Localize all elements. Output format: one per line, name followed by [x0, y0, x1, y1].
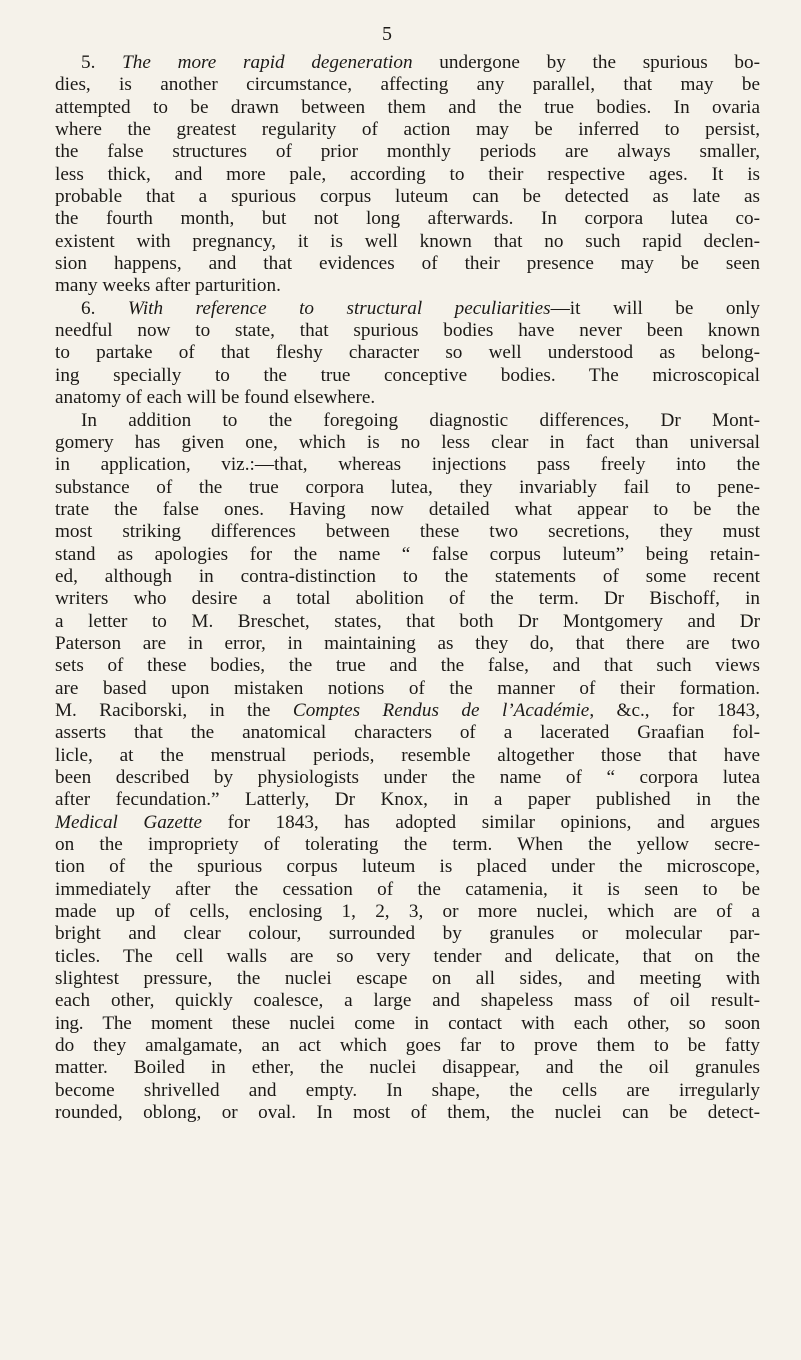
text-line	[55, 789, 760, 811]
text-line	[55, 97, 760, 119]
text-line	[55, 767, 760, 789]
text-line	[55, 923, 760, 945]
text-segment: ing. The moment these nuclei come in contact with each other, so soon	[55, 1012, 760, 1034]
text-segment: needful now to state, that spurious bodies have never been known	[55, 320, 760, 342]
text-line	[55, 544, 760, 566]
text-segment: In addition to the foregoing diagnostic differences, Dr Mont-	[81, 409, 760, 431]
text-line	[55, 1035, 760, 1057]
text-segment: many weeks after parturition.	[55, 275, 281, 297]
text-line	[55, 834, 760, 856]
text-line	[55, 633, 760, 655]
text-segment: ed, although in contra-distinction to the statements of some recent	[55, 565, 760, 587]
text-segment: where the greatest regularity of action may be inferred to persist,	[55, 119, 760, 141]
text-line	[55, 990, 760, 1012]
text-segment: 6.	[81, 297, 128, 319]
text-line	[55, 208, 760, 230]
text-line	[55, 968, 760, 990]
text-line	[55, 410, 760, 432]
text-line	[55, 298, 760, 320]
text-segment: Paterson are in error, in maintaining as they do, that there are two	[55, 632, 760, 654]
text-segment: slightest pressure, the nuclei escape on all sides, and meeting with	[55, 968, 760, 990]
text-line	[55, 141, 760, 163]
text-segment: in application, viz.:—that, whereas injections pass freely into the	[55, 454, 760, 476]
text-line	[55, 52, 760, 74]
text-line	[55, 432, 760, 454]
text-segment: gomery has given one, which is no less clear in fact than universal	[55, 431, 760, 453]
text-line	[55, 74, 760, 96]
text-segment: immediately after the cessation of the catamenia, it is seen to be	[55, 878, 760, 900]
text-segment: for 1843, has adopted similar opinions, and argues	[202, 811, 760, 833]
text-segment: sets of these bodies, the true and the false, and that such views	[55, 655, 760, 677]
text-segment: licle, at the menstrual periods, resemble altogether those that have	[55, 744, 760, 766]
text-line	[55, 342, 760, 364]
text-segment: dies, is another circumstance, affecting any parallel, that may be	[55, 74, 760, 96]
text-segment: each other, quickly coalesce, a large and shapeless mass of oil result-	[55, 990, 760, 1012]
text-segment: a letter to M. Breschet, states, that both Dr Montgomery and Dr	[55, 610, 760, 632]
text-segment: anatomy of each will be found elsewhere.	[55, 387, 376, 409]
text-line	[55, 879, 760, 901]
text-segment: do they amalgamate, an act which goes far to prove them to be fatty	[55, 1035, 760, 1057]
text-line	[55, 700, 760, 722]
text-line	[55, 499, 760, 521]
text-line	[55, 231, 760, 253]
text-segment: existent with pregnancy, it is well known that no such rapid declen-	[55, 230, 760, 252]
text-line	[55, 611, 760, 633]
text-line	[55, 1057, 760, 1079]
text-segment: less thick, and more pale, according to their respective ages. It is	[55, 163, 760, 185]
italic-text: Medical Gazette	[55, 811, 203, 833]
text-segment: rounded, oblong, or oval. In most of them, the nuclei can be detect-	[55, 1102, 760, 1124]
text-segment: probable that a spurious corpus luteum can be detected as late as	[55, 186, 760, 208]
text-segment: been described by physiologists under the name of “ corpora lutea	[55, 767, 760, 788]
text-segment: writers who desire a total abolition of the term. Dr Bischoff, in	[55, 588, 760, 610]
text-line	[55, 454, 760, 476]
text-segment: on the impropriety of tolerating the term. When the yellow secre-	[55, 834, 760, 856]
italic-text: The more rapid degeneration	[122, 52, 413, 73]
text-line	[55, 164, 760, 186]
text-segment: matter. Boiled in ether, the nuclei disappear, and the oil granules	[55, 1057, 760, 1079]
body-text	[55, 52, 760, 1125]
text-line	[55, 119, 760, 141]
text-line	[55, 1102, 760, 1124]
text-line	[55, 588, 760, 610]
text-line	[55, 678, 760, 700]
text-segment: most striking differences between these two secretions, they must	[55, 521, 760, 543]
text-segment: stand as apologies for the name “ false corpus luteum” being retain-	[55, 543, 760, 565]
text-line	[55, 477, 760, 499]
italic-text: With reference to structural peculiarities	[127, 297, 551, 319]
text-segment: to partake of that fleshy character so well understood as belong-	[55, 342, 760, 364]
text-segment: 5.	[81, 52, 123, 73]
text-segment: the false structures of prior monthly periods are always smaller,	[55, 141, 760, 163]
text-segment: , &c., for 1843,	[589, 699, 760, 721]
text-segment: bright and clear colour, surrounded by granules or molecular par-	[55, 923, 760, 945]
text-line	[55, 566, 760, 588]
text-line	[55, 365, 760, 387]
text-segment: M. Raciborski, in the	[55, 699, 293, 721]
text-line	[55, 856, 760, 878]
text-line	[55, 521, 760, 543]
text-segment: attempted to be drawn between them and the true bodies. In ovaria	[55, 96, 760, 118]
text-segment: become shrivelled and empty. In shape, the cells are irregularly	[55, 1079, 760, 1101]
page-number: 5	[382, 23, 392, 45]
text-segment: substance of the true corpora lutea, they invariably fail to pene-	[55, 476, 760, 498]
text-segment: are based upon mistaken notions of the manner of their formation.	[55, 677, 760, 699]
text-segment: tion of the spurious corpus luteum is placed under the microscope,	[55, 856, 760, 878]
italic-text: Comptes Rendus de l’Académie	[292, 699, 590, 721]
text-segment: made up of cells, enclosing 1, 2, 3, or more nuclei, which are of a	[55, 901, 760, 923]
text-segment: asserts that the anatomical characters of a lacerated Graafian fol-	[55, 722, 760, 744]
text-segment: ing specially to the true conceptive bodies. The microscopical	[55, 364, 760, 386]
text-segment: undergone by the spurious bo-	[412, 52, 761, 73]
text-line	[55, 901, 760, 923]
text-segment: after fecundation.” Latterly, Dr Knox, in a paper published in the	[55, 789, 760, 811]
text-line	[55, 812, 760, 834]
text-segment: sion happens, and that evidences of their presence may be seen	[55, 253, 760, 275]
text-line	[55, 745, 760, 767]
text-segment: —it will be only	[550, 297, 761, 319]
text-line	[55, 253, 760, 275]
text-line	[55, 946, 760, 968]
text-line	[55, 1013, 760, 1035]
text-segment: the fourth month, but not long afterwards. In corpora lutea co-	[55, 208, 760, 230]
text-line	[55, 1080, 760, 1102]
text-line	[55, 722, 760, 744]
text-segment: ticles. The cell walls are so very tender and delicate, that on the	[55, 945, 760, 967]
text-line	[55, 387, 760, 409]
text-line	[55, 275, 760, 297]
text-line	[55, 320, 760, 342]
text-line	[55, 186, 760, 208]
text-segment: trate the false ones. Having now detailed what appear to be the	[55, 498, 760, 520]
text-line	[55, 655, 760, 677]
